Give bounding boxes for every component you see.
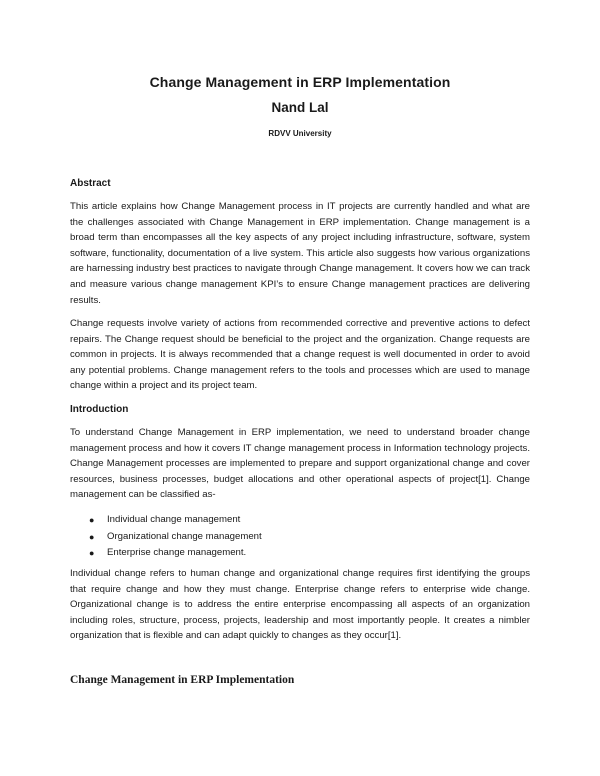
paper-title: Change Management in ERP Implementation [149,74,451,90]
abstract-paragraph-2: Change requests involve variety of actions from recommended corrective and preventive actions to defect repairs. The Change request should be beneficial to the project and the organization. Change requests are common in projects. It is always recommended that a change request is well documented in order to avoid any potential problems. Change management refers to the tools and processes which are used to manage change within a project and its project team. [70,318,530,392]
author-name: Nand Lal [271,100,329,115]
bullet-icon: ● [89,515,95,525]
bullet-icon: ● [89,531,95,542]
abstract-paragraph-1: This article explains how Change Management process in IT projects are currently handled and what are the challenges associated with Change Management in ERP implementation. Change management is a broad term than encompasses all the key aspects of any project including infrastructure, software, system software, functionality, documentation of a live system. This article also suggests how various organizations are harnessing industry best practices to navigate through Change management. It covers how we can track and measure various change management KPI’s to ensure Change management practices are delivering results. [70,201,530,306]
change-management-list [89,512,262,562]
list-item [89,545,262,562]
list-item [89,512,262,529]
introduction-paragraph-1: To understand Change Management in ERP implementation, we need to understand broader change management process and how it covers IT change management process in Information technology projects. Change Management processes are implemented to prepare and support organizational change and cover resources, business processes, budget allocations and other operational aspects of project[1]. Change management can be classified as- [70,427,530,501]
introduction-heading: Introduction [70,404,129,415]
author-affiliation: RDVV University [268,129,332,138]
bullet-icon: ● [89,548,95,558]
list-item [89,529,262,546]
list-item-text: Individual change management [107,514,241,525]
list-item-text: Organizational change management [107,530,262,542]
abstract-heading: Abstract [70,178,111,189]
introduction-paragraph-2: Individual change refers to human change and organizational change requires first identifying the groups that require change and how they must change. Enterprise change refers to enterprise wide change. Organizational change is to address the entire enterprise encompassing all aspects of an organization including roles, structure, process, projects, leadership and most importantly people. It creates a nimbler organization that is flexible and can adapt quickly to changes as they occur[1]. [70,568,530,642]
section-heading: Change Management in ERP Implementation [70,674,295,686]
list-item-text: Enterprise change management. [107,547,247,558]
